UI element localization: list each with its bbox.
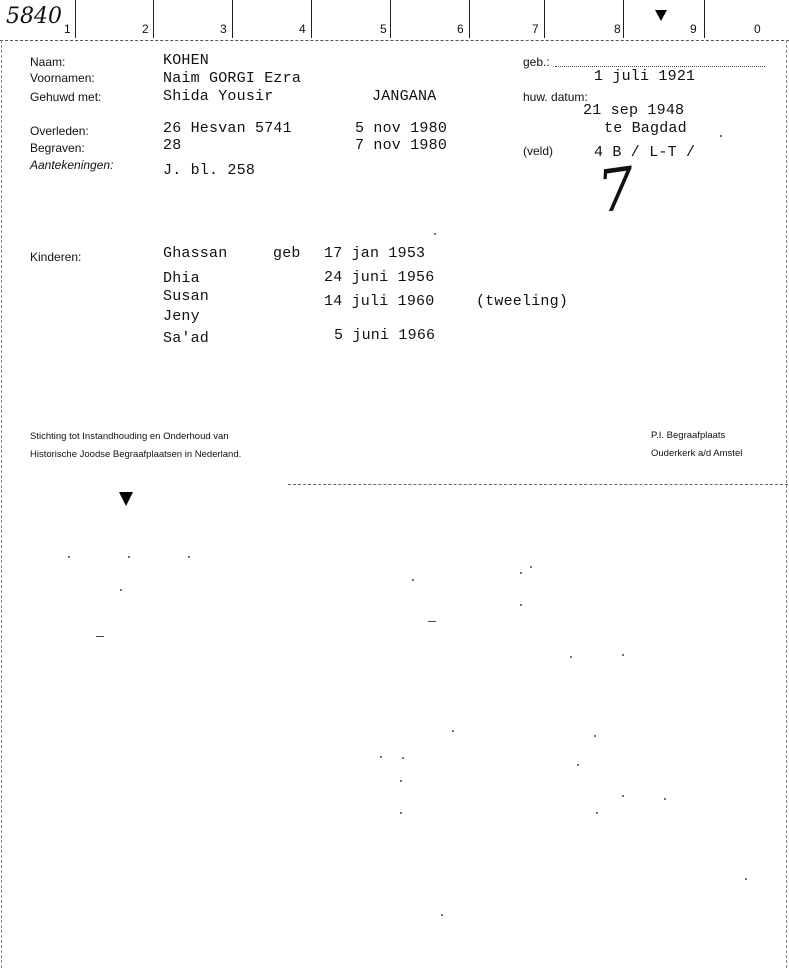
child-date: 24 juni 1956 [324,269,435,286]
value-huw-place: te Bagdad [604,120,687,137]
scan-speck [520,604,522,606]
value-aantekeningen: J. bl. 258 [163,162,256,179]
value-overleden-date: 5 nov 1980 [355,120,448,137]
scan-speck [412,579,414,581]
ruler-label-2: 2 [142,22,149,36]
value-geb-date: 1 juli 1921 [594,68,696,85]
scan-speck [380,756,382,758]
ruler-label-1: 1 [64,22,71,36]
scan-dash [428,621,436,622]
left-border [1,40,2,968]
value-voornamen: Naim GORGI Ezra [163,70,302,87]
child-note: (tweeling) [476,293,569,310]
card-number: 5840 [6,4,62,29]
ruler-label-3: 3 [220,22,227,36]
triangle-marker-bottom-icon [119,492,133,506]
scan-dash [96,636,104,637]
scan-speck [570,656,572,658]
value-gehuwd-name: Shida Yousir [163,88,274,105]
label-kinderen: Kinderen: [30,250,82,264]
label-geb: geb.: [523,55,550,69]
scan-speck [434,233,436,235]
scan-speck [720,135,722,137]
scan-speck [400,812,402,814]
child-date: 5 juni 1966 [334,327,436,344]
scan-speck [664,798,666,800]
scan-speck [402,757,404,759]
scan-speck [622,654,624,656]
label-aantekeningen: Aantekeningen: [30,158,114,172]
top-ruler [0,0,789,41]
scan-speck [530,566,532,568]
label-begraven: Begraven: [30,141,85,155]
value-gehuwd-family: JANGANA [372,88,437,105]
scan-speck [520,572,522,574]
geb-dotted-line [555,66,765,67]
label-overleden: Overleden: [30,124,89,138]
value-huw-date: 21 sep 1948 [583,102,685,119]
card-bottom-edge [288,484,788,485]
ruler-label-7: 7 [532,22,539,36]
child-name: Ghassan [163,245,228,262]
label-huw: huw. datum: [523,90,588,104]
scan-speck [68,556,70,558]
child-name: Jeny [163,308,200,325]
footer-right-line2: Ouderkerk a/d Amstel [651,448,743,459]
value-begraven-date: 7 nov 1980 [355,137,448,154]
footer-left-line1: Stichting tot Instandhouding en Onderhoud van [30,431,229,442]
child-name: Susan [163,288,210,305]
scan-speck [577,764,579,766]
scan-speck [594,735,596,737]
child-geb: geb [273,245,301,262]
ruler-label-8: 8 [614,22,621,36]
child-name: Dhia [163,270,200,287]
ruler-label-9: 9 [690,22,697,36]
scan-speck [120,589,122,591]
ruler-label-6: 6 [457,22,464,36]
label-gehuwd: Gehuwd met: [30,90,102,104]
handwritten-mark: 7 [593,153,640,227]
scan-speck [128,556,130,558]
scan-speck [745,878,747,880]
scan-speck [596,812,598,814]
ruler-label-0: 0 [754,22,761,36]
scan-speck [400,780,402,782]
child-date: 14 juli 1960 [324,293,435,310]
ruler-label-5: 5 [380,22,387,36]
child-name: Sa'ad [163,330,210,347]
footer-left-line2: Historische Joodse Begraafplaatsen in Nederland. [30,449,242,460]
label-voornamen: Voornamen: [30,71,95,85]
scan-speck [441,914,443,916]
child-date: 17 jan 1953 [324,245,426,262]
value-overleden-hebrew: 26 Hesvan 5741 [163,120,292,137]
footer-right-line1: P.I. Begraafplaats [651,430,726,441]
value-begraven-hebrew: 28 [163,137,182,154]
right-border [786,40,787,968]
scan-speck [188,556,190,558]
value-veld: 4 B / L-T / [594,144,696,161]
ruler-label-4: 4 [299,22,306,36]
scan-speck [622,795,624,797]
scan-speck [452,730,454,732]
value-naam: KOHEN [163,52,210,69]
label-veld: (veld) [523,144,554,158]
triangle-marker-icon [655,10,667,21]
label-naam: Naam: [30,55,66,69]
